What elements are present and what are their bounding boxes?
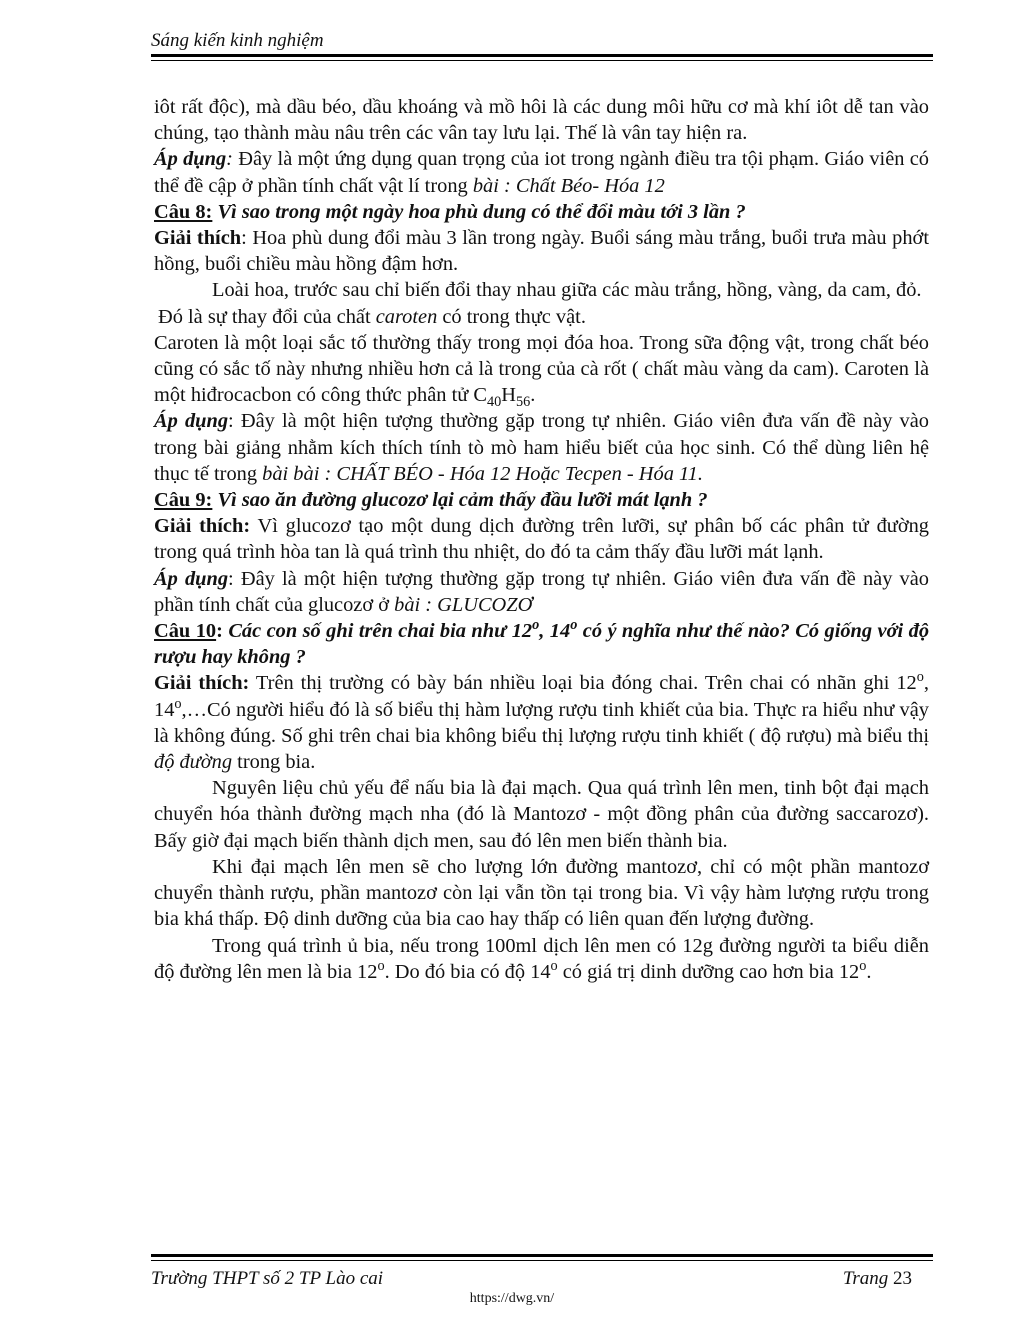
lesson-reference: bài : Chất Béo- Hóa 12 bbox=[472, 174, 665, 197]
document-body bbox=[154, 94, 929, 985]
superscript: o bbox=[550, 957, 558, 974]
footer-page bbox=[843, 1268, 912, 1290]
explanation-8 bbox=[154, 225, 929, 277]
paragraph-text: có giá trị dinh dưỡng cao hơn bia 12 bbox=[557, 960, 860, 983]
header-rule-thin bbox=[151, 60, 933, 61]
paragraph bbox=[154, 933, 929, 985]
emphasis-term: caroten bbox=[375, 305, 438, 328]
footer-url[interactable]: https://dwg.vn/ bbox=[469, 1291, 555, 1306]
paragraph bbox=[154, 277, 929, 303]
explanation-10 bbox=[154, 670, 929, 775]
paragraph-text: : Đây là một hiện tượng thường gặp trong tự nhiên. Giáo viên đưa vấn đề này vào trong bài giảng nhằm kích thích tính tò mò ham hiểu biết của học sinh. Có thể dùng liên hệ thục tế trong bbox=[154, 410, 929, 485]
explanation-text: Vì glucozơ tạo một dung dịch đường trên lưỡi, sự phân bố các phân tử đường trong quá trình hòa tan là quá trình thu nhiệt, do đó ta cảm thấy đầu lưỡi mát lạnh. bbox=[154, 515, 929, 564]
question-label: Câu 9: bbox=[154, 489, 213, 512]
explanation-text: Trên thị trường có bày bán nhiều loại bia đóng chai. Trên chai có nhãn ghi 12 bbox=[249, 672, 917, 695]
paragraph bbox=[154, 94, 929, 146]
paragraph-text: Nguyên liệu chủ yếu để nấu bia là đại mạch. Qua quá trình lên men, tinh bột đại mạch chuyển hóa thành đường mạch nha (đó là Mantozơ - một đồng phân của đường saccarozơ). Bấy giờ đại mạch biến thành dịch men, sau đó lên men biến thành bia. bbox=[154, 777, 929, 852]
lesson-reference: bài : GLUCOZƠ bbox=[394, 593, 533, 616]
paragraph-text: Khi đại mạch lên men sẽ cho lượng lớn đường mantozơ, chỉ có một phần mantozơ chuyển thành rượu, phần mantozơ còn lại vẫn tồn tại trong bia. Vì vậy hàm lượng rượu trong bia khá thấp. Độ dinh dưỡng của bia cao hay thấp có liên quan đến lượng đường. bbox=[154, 855, 929, 931]
question-10 bbox=[154, 618, 929, 670]
superscript: o bbox=[377, 957, 385, 974]
page-number: 23 bbox=[893, 1268, 912, 1289]
paragraph-text: iôt rất độc), mà dầu béo, dầu khoáng và mồ hôi là các dung môi hữu cơ mà khí iôt dễ tan vào chúng, tạo thành màu nâu trên các vân tay lưu lại. Thế là vân tay hiện ra. bbox=[154, 96, 929, 145]
paragraph-text: Loài hoa, trước sau chỉ biến đổi thay nhau giữa các màu trắng, hồng, vàng, da cam, đỏ. bbox=[212, 279, 922, 302]
colon: : bbox=[226, 148, 233, 171]
explanation-label: Giải thích bbox=[154, 227, 242, 250]
paragraph bbox=[154, 854, 929, 933]
application-label: Áp dụng bbox=[154, 567, 229, 590]
paragraph-application bbox=[154, 566, 929, 618]
paragraph bbox=[154, 775, 929, 854]
question-label: Câu 10 bbox=[154, 620, 217, 643]
superscript: o bbox=[916, 669, 924, 686]
footer-rule bbox=[151, 1254, 933, 1257]
paragraph-text: . bbox=[866, 960, 872, 983]
paragraph bbox=[154, 330, 929, 409]
paragraph-text: . Do đó bia có độ 14 bbox=[384, 960, 551, 983]
superscript: o bbox=[532, 617, 540, 634]
page-header-title: Sáng kiến kinh nghiệm bbox=[151, 30, 324, 51]
question-text: Các con số ghi trên chai bia như 12 bbox=[222, 620, 533, 643]
explanation-label: Giải thích: bbox=[154, 672, 250, 695]
paragraph-text: có trong thực vật. bbox=[437, 305, 586, 328]
paragraph-text: Trong quá trình ủ bia, nếu trong 100ml dịch lên men có 12g đường người ta biểu diễn độ đường lên men là bia 12 bbox=[154, 934, 929, 983]
explanation-text: trong bia. bbox=[232, 751, 316, 774]
lesson-reference: bài bài : CHẤT BÉO - Hóa 12 Hoặc Tecpen - Hóa 11. bbox=[262, 462, 703, 485]
question-9 bbox=[154, 487, 929, 513]
application-label: Áp dụng bbox=[154, 148, 227, 171]
question-label: Câu 8: bbox=[154, 200, 213, 223]
explanation-text: ,…Có người hiểu đó là số biểu thị hàm lượng rượu tinh khiết của bia. Thực ra hiểu như vậy là không đúng. Số ghi trên chai bia không biểu thị lượng rượu tinh khiết ( độ rượu) mà biểu thị bbox=[154, 698, 929, 747]
explanation-9 bbox=[154, 513, 929, 565]
question-text: Vì sao trong một ngày hoa phù dung có thể đổi màu tới 3 lần ? bbox=[212, 200, 746, 223]
explanation-text: , 14 bbox=[154, 672, 929, 721]
paragraph-text: : Đây là một hiện tượng thường gặp trong tự nhiên. Giáo viên đưa vấn đề này vào phần tính chất của glucozơ ở bbox=[154, 567, 929, 616]
superscript: o bbox=[859, 957, 867, 974]
paragraph bbox=[154, 304, 929, 330]
formula-element: H bbox=[501, 384, 516, 407]
paragraph-application bbox=[154, 408, 929, 487]
paragraph-text: . bbox=[530, 384, 536, 407]
question-text: Vì sao ăn đường glucozơ lại cảm thấy đầu lưỡi mát lạnh ? bbox=[212, 489, 708, 512]
explanation-text: : Hoa phù dung đổi màu 3 lần trong ngày. Buổi sáng màu trắng, buổi trưa màu phớt hồng, buổi chiều màu hồng đậm hơn. bbox=[154, 227, 929, 276]
paragraph-text: Caroten là một loại sắc tố thường thấy trong mọi đóa hoa. Trong sữa động vật, trong chất béo cũng có sắc tố này nhưng nhiều hơn cả là trong của cà rốt ( chất màu vàng da cam). Caroten là một hiđrocacbon có công thức phân tử C bbox=[154, 331, 929, 407]
subscript: 40 bbox=[486, 394, 502, 411]
question-text: , 14 bbox=[539, 620, 571, 643]
footer-school: Trường THPT số 2 TP Lào cai bbox=[151, 1268, 384, 1289]
paragraph-application bbox=[154, 146, 929, 198]
header-rule bbox=[151, 54, 933, 57]
superscript: o bbox=[570, 617, 578, 634]
question-8 bbox=[154, 199, 929, 225]
emphasis-term: độ đường bbox=[154, 751, 233, 774]
subscript: 56 bbox=[515, 394, 531, 411]
page-label: Trang bbox=[842, 1268, 889, 1289]
superscript: o bbox=[174, 695, 182, 712]
paragraph-text: Đó là sự thay đổi của chất bbox=[158, 305, 376, 328]
application-label: Áp dụng bbox=[154, 410, 229, 433]
colon: : bbox=[216, 620, 223, 643]
paragraph-text: Đây là một ứng dụng quan trọng của iot trong ngành điều tra tội phạm. Giáo viên có thể đề cập ở phần tính chất vật lí trong bbox=[154, 148, 929, 197]
explanation-label: Giải thích: bbox=[154, 515, 251, 538]
question-text: có ý nghĩa như thế nào? Có giống với độ rượu hay không ? bbox=[154, 620, 930, 669]
footer-rule-thin bbox=[151, 1260, 933, 1261]
